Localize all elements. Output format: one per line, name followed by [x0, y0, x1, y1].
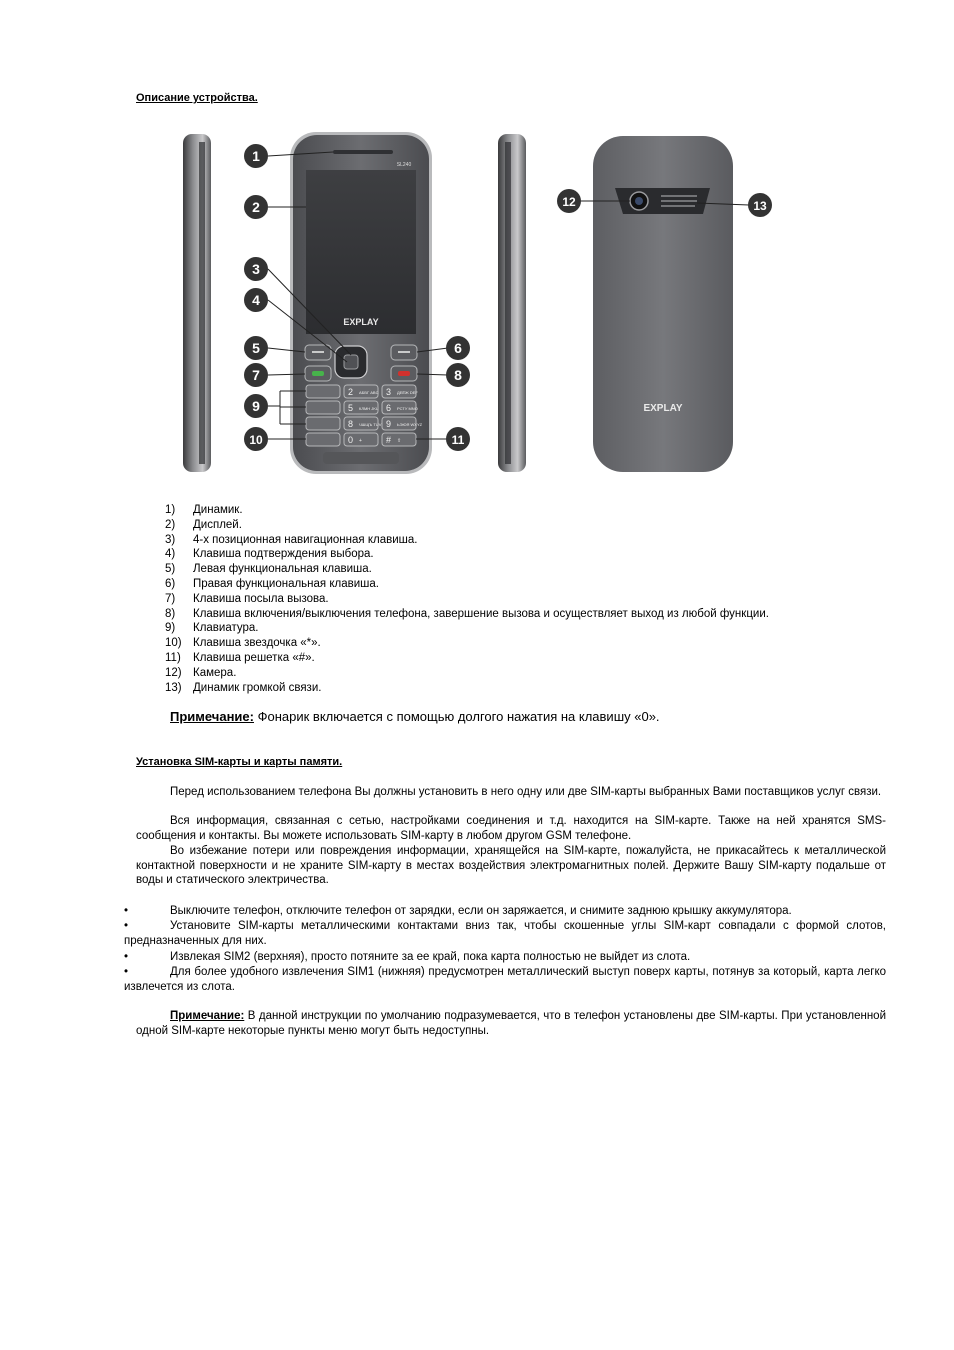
list-item: 9) Клавиатура. — [165, 622, 259, 635]
callout-6 — [446, 336, 470, 360]
svg-text:ЬЭЮЯ WXYZ: ЬЭЮЯ WXYZ — [397, 422, 423, 427]
svg-text:12: 12 — [562, 195, 576, 209]
phone-front — [290, 132, 432, 474]
svg-text:ДЕЁЖ DEF: ДЕЁЖ DEF — [397, 390, 418, 395]
svg-text:АБВГ ABC: АБВГ ABC — [359, 390, 379, 395]
paragraph: Вся информация, связанная с сетью, настройками соединения и т.д. находится на SIM-карте. Также на ней хранятся SMS-сообщения и контакты. Вы можете использовать SIM-карту в любом другом GSM телефоне. — [136, 815, 886, 842]
ok-key — [344, 355, 358, 369]
phone-side-left — [183, 134, 211, 472]
phone-side-right — [498, 134, 526, 472]
section-title-sim-install: Установка SIM-карты и карты памяти. — [136, 756, 343, 768]
bullet-item: • Извлекая SIM2 (верхняя), просто потяните за ее край, пока карта полностью не выйдет из слота. — [124, 950, 691, 963]
list-item: 1) Динамик. — [165, 504, 243, 516]
callout-5 — [244, 336, 268, 360]
callout-8 — [446, 363, 470, 387]
svg-text:1: 1 — [252, 148, 260, 164]
callout-3 — [244, 257, 268, 281]
svg-text:2: 2 — [348, 387, 354, 397]
phone-back — [593, 136, 733, 472]
svg-text:SL240: SL240 — [396, 162, 412, 168]
parts-list — [165, 503, 769, 695]
list-item: 7) Клавиша посыла вызова. — [165, 592, 329, 605]
svg-text:EXPLAY: EXPLAY — [343, 317, 379, 327]
callout-2 — [244, 195, 268, 219]
list-item: 4) Клавиша подтверждения выбора. — [165, 548, 374, 561]
flashlight-note — [170, 709, 660, 724]
sim-note — [136, 1009, 886, 1038]
list-item: 6) Правая функциональная клавиша. — [165, 577, 379, 590]
svg-text:8: 8 — [348, 419, 354, 429]
callout-12 — [557, 189, 581, 213]
list-item: 5) Левая функциональная клавиша. — [165, 563, 372, 576]
bullet-item: • Выключите телефон, отключите телефон от зарядки, если он заряжается, и снимите заднюю крышку аккумулятора. — [124, 905, 792, 917]
list-item: 11) Клавиша решетка «#». — [165, 651, 315, 664]
svg-text:КЛМН JKL: КЛМН JKL — [359, 406, 379, 411]
list-item: 10) Клавиша звездочка «*». — [165, 637, 321, 650]
paragraph: Во избежание потери или повреждения информации, хранящейся на SIM-карте, пожалуйста, не прикасайтесь к металлической контактной поверхности и не храните SIM-карту в местах воздействия электромагнитных полей. Держите Вашу SIM-карту подальше от воды и статического электричества. — [136, 845, 886, 887]
phone-illustration — [175, 128, 785, 478]
list-item: 2) Дисплей. — [165, 518, 242, 531]
svg-text:9: 9 — [252, 398, 260, 414]
svg-text:+: + — [359, 438, 362, 444]
svg-text:9: 9 — [386, 419, 392, 429]
bullet-item: • Установите SIM-карты металлическими контактами вниз так, чтобы скошенные углы SIM-карт совпадали с формой слотов, предназначенных для них. — [124, 920, 886, 948]
display — [306, 170, 416, 334]
svg-text:2: 2 — [252, 199, 260, 215]
svg-text:11: 11 — [451, 433, 465, 447]
svg-text:⇧: ⇧ — [397, 438, 402, 444]
svg-text:5: 5 — [348, 403, 354, 413]
list-item: 3) 4-х позиционная навигационная клавиша. — [165, 533, 418, 546]
callout-9 — [244, 394, 268, 418]
callout-1 — [244, 144, 268, 168]
svg-text:13: 13 — [753, 199, 767, 213]
list-item: 13) Динамик громкой связи. — [165, 681, 322, 694]
bullet-item: • Для более удобного извлечения SIM1 (нижняя) предусмотрен металлический выступ поверх карты, потянув за который, карта легко извлечется из слота. — [124, 965, 886, 994]
note-text: Фонарик включается с помощью долгого нажатия на клавишу «0». — [253, 709, 660, 724]
svg-text:3: 3 — [386, 387, 392, 397]
svg-text:0: 0 — [348, 435, 354, 445]
note-label: Примечание: — [170, 1010, 245, 1022]
svg-text:3: 3 — [252, 261, 260, 277]
svg-text:4: 4 — [252, 292, 260, 308]
callout-11 — [446, 427, 470, 451]
callout-4 — [244, 288, 268, 312]
svg-text:5: 5 — [252, 340, 260, 356]
callout-10 — [244, 427, 268, 451]
paragraph: Перед использованием телефона Вы должны установить в него одну или две SIM-карты выбранных Вами поставщиков услуг связи. — [170, 786, 882, 798]
svg-text:7: 7 — [252, 367, 260, 383]
note-text: В данной инструкции по умолчанию подразумевается, что в телефон установлены две SIM-карты. При установленной одной SIM-карте некоторые пункты меню могут быть недоступны. — [136, 1010, 886, 1037]
svg-text:#: # — [386, 435, 392, 445]
svg-text:ЧШЩЪ TUV: ЧШЩЪ TUV — [359, 422, 382, 427]
svg-text:10: 10 — [249, 433, 263, 447]
svg-text:EXPLAY: EXPLAY — [643, 403, 683, 414]
list-item: 12) Камера. — [165, 666, 237, 679]
section-title-device-description: Описание устройства. — [136, 92, 258, 104]
svg-text:РСТУ MNO: РСТУ MNO — [397, 406, 418, 411]
note-label: Примечание: — [170, 709, 254, 724]
callout-13 — [748, 193, 772, 217]
speaker-slot — [333, 150, 393, 154]
svg-text:6: 6 — [454, 340, 462, 356]
svg-text:8: 8 — [454, 367, 462, 383]
callout-7 — [244, 363, 268, 387]
list-item: 8) Клавиша включения/выключения телефона, завершение вызова и осуществляет выход из любой функции. — [165, 607, 769, 620]
svg-text:6: 6 — [386, 403, 392, 413]
bullet-list — [124, 904, 886, 995]
